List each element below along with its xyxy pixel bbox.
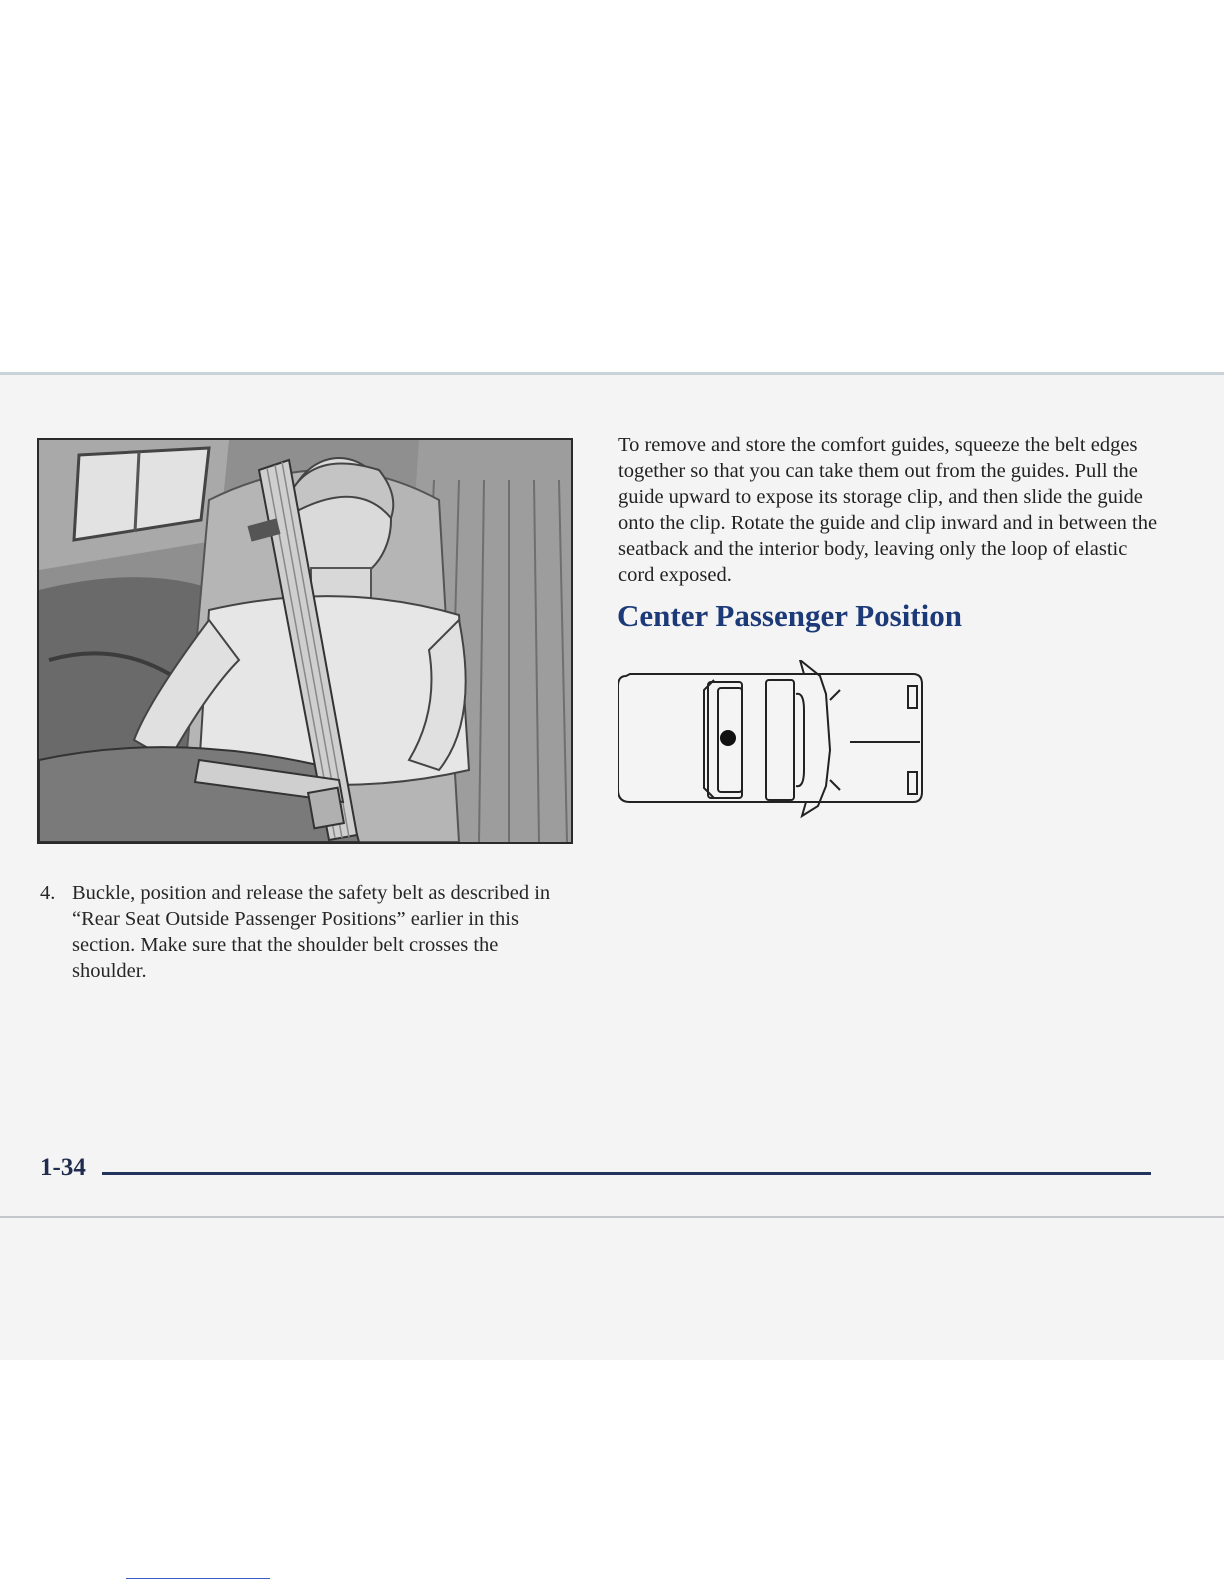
page-number: 1-34	[40, 1154, 86, 1181]
footer-rule	[102, 1172, 1151, 1175]
sheet-top-edge	[0, 372, 1224, 375]
bottom-divider	[126, 1578, 270, 1579]
sheet-bottom-edge	[0, 1216, 1224, 1218]
step-text: Buckle, position and release the safety belt as described in “Rear Seat Outside Passenger Positions” earlier in this section. Make sure that the shoulder belt crosses the shoulder.	[72, 882, 551, 982]
instruction-step-4	[40, 880, 560, 984]
section-heading: Center Passenger Position	[617, 598, 962, 633]
comfort-guide-paragraph: To remove and store the comfort guides, squeeze the belt edges together so that you can take them out from the guides. Pull the guide upward to expose its storage clip, and then slide the guide onto the clip. Rotate the guide and clip inward and in between the seatback and the interior body, leaving only the loop of elastic cord exposed.	[618, 434, 1158, 586]
step-number: 4.	[40, 882, 56, 904]
center-seat-position-diagram	[618, 660, 938, 830]
child-seatbelt-illustration	[37, 438, 573, 844]
